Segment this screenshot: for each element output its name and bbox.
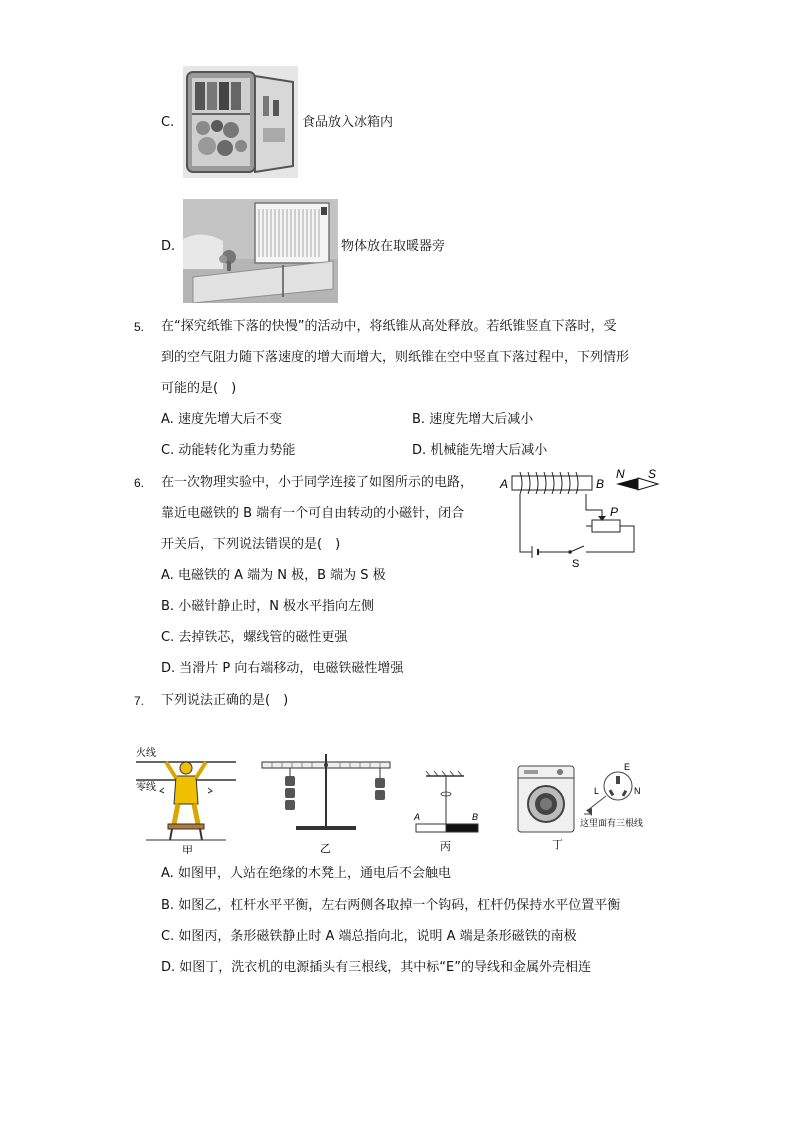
figure-jia-electric-shock xyxy=(136,744,236,854)
three-wires-note: 这里面有三根线 xyxy=(580,818,644,828)
q5-option-c[interactable] xyxy=(161,444,295,457)
q7-stem: 下列说法正确的是( ) xyxy=(161,693,289,708)
option-text: 去掉铁芯，螺线管的磁性更强 xyxy=(178,630,348,645)
figure-yi-lever xyxy=(256,752,396,854)
magnet-a-label: A xyxy=(414,812,421,822)
q7-number: 7. xyxy=(134,694,145,708)
q5-stem-line1: 在“探究纸锥下落的快慢”的活动中，将纸锥从高处释放。若纸锥竖直下落时，受 xyxy=(161,319,617,334)
option-text: 小磁针静止时，N 极水平指向左侧 xyxy=(178,599,375,614)
option-letter: B. xyxy=(161,898,175,913)
q5-option-a[interactable] xyxy=(161,413,282,426)
fridge-photo xyxy=(183,66,298,178)
q4-option-c-letter[interactable]: C. xyxy=(161,115,175,130)
q6-number: 6. xyxy=(134,476,145,490)
label-s: S xyxy=(648,467,657,481)
option-text: 动能转化为重力势能 xyxy=(178,443,296,458)
q6-stem-line2: 靠近电磁铁的 B 端有一个可自由转动的小磁针，闭合 xyxy=(161,506,465,521)
label-p: P xyxy=(610,505,619,519)
neutral-wire-label: 零线 xyxy=(136,782,156,793)
option-letter: D. xyxy=(412,443,427,458)
option-text: 如图丙，条形磁铁静止时 A 端总指向北，说明 A 端是条形磁铁的南极 xyxy=(178,929,577,944)
plug-l-label: L xyxy=(594,786,600,796)
q7-option-a[interactable] xyxy=(161,867,451,880)
option-text: 电磁铁的 A 端为 N 极，B 端为 S 极 xyxy=(177,568,386,583)
q7-option-d[interactable] xyxy=(161,961,591,974)
q6-option-c[interactable] xyxy=(161,631,347,644)
label-b: B xyxy=(596,477,605,491)
q5-number: 5. xyxy=(134,320,145,334)
q7-option-c[interactable] xyxy=(161,930,577,943)
figure-yi-caption: 乙 xyxy=(320,843,331,854)
electromagnet-circuit-diagram xyxy=(498,466,664,568)
figure-bing-caption: 丙 xyxy=(440,841,451,853)
q5-stem-line3: 可能的是( ) xyxy=(161,381,237,396)
option-text: 如图乙，杠杆水平平衡，左右两侧各取掉一个钩码，杠杆仍保持水平位置平衡 xyxy=(178,898,621,913)
option-text: 速度先增大后不变 xyxy=(177,412,282,427)
q4-option-d-text: 物体放在取暖器旁 xyxy=(341,239,446,254)
option-text: 机械能先增大后减小 xyxy=(430,443,548,458)
q4-option-d-letter[interactable]: D. xyxy=(161,239,176,254)
q6-option-a[interactable] xyxy=(161,569,386,582)
option-letter: C. xyxy=(161,443,175,458)
option-letter: A. xyxy=(161,568,174,583)
label-n: N xyxy=(616,467,625,481)
q6-option-d[interactable] xyxy=(161,662,403,675)
label-switch: S xyxy=(572,558,580,568)
q6-stem-line1: 在一次物理实验中，小于同学连接了如图所示的电路， xyxy=(161,475,474,490)
live-wire-label: 火线 xyxy=(136,748,156,759)
figure-ding-washing-machine xyxy=(514,760,664,854)
option-text: 如图丁，洗衣机的电源插头有三根线，其中标“E”的导线和金属外壳相连 xyxy=(179,960,591,975)
figure-ding-caption: 丁 xyxy=(552,839,563,851)
magnet-b-label: B xyxy=(472,812,479,822)
option-text: 如图甲，人站在绝缘的木凳上，通电后不会触电 xyxy=(177,866,451,881)
heater-photo xyxy=(183,199,338,303)
option-letter: B. xyxy=(161,599,175,614)
q6-stem-line3: 开关后，下列说法错误的是( ) xyxy=(161,537,341,552)
figure-jia-caption: 甲 xyxy=(182,845,193,854)
plug-e-label: E xyxy=(624,762,631,772)
q7-option-b[interactable] xyxy=(161,899,620,912)
option-letter: A. xyxy=(161,866,174,881)
figure-bing-bar-magnet xyxy=(412,770,492,854)
q4-option-c-text: 食品放入冰箱内 xyxy=(302,115,394,130)
option-letter: C. xyxy=(161,630,175,645)
option-text: 当滑片 P 向右端移动，电磁铁磁性增强 xyxy=(179,661,404,676)
option-letter: C. xyxy=(161,929,175,944)
q5-stem-line2: 到的空气阻力随下落速度的增大而增大，则纸锥在空中竖直下落过程中，下列情形 xyxy=(161,350,630,365)
option-letter: B. xyxy=(412,412,426,427)
option-letter: A. xyxy=(161,412,174,427)
q5-option-d[interactable] xyxy=(412,444,547,457)
q5-option-b[interactable] xyxy=(412,413,533,426)
plug-n-label: N xyxy=(634,786,641,796)
option-letter: D. xyxy=(161,661,176,676)
label-a: A xyxy=(500,477,509,491)
q6-option-b[interactable] xyxy=(161,600,374,613)
option-letter: D. xyxy=(161,960,176,975)
option-text: 速度先增大后减小 xyxy=(429,412,534,427)
